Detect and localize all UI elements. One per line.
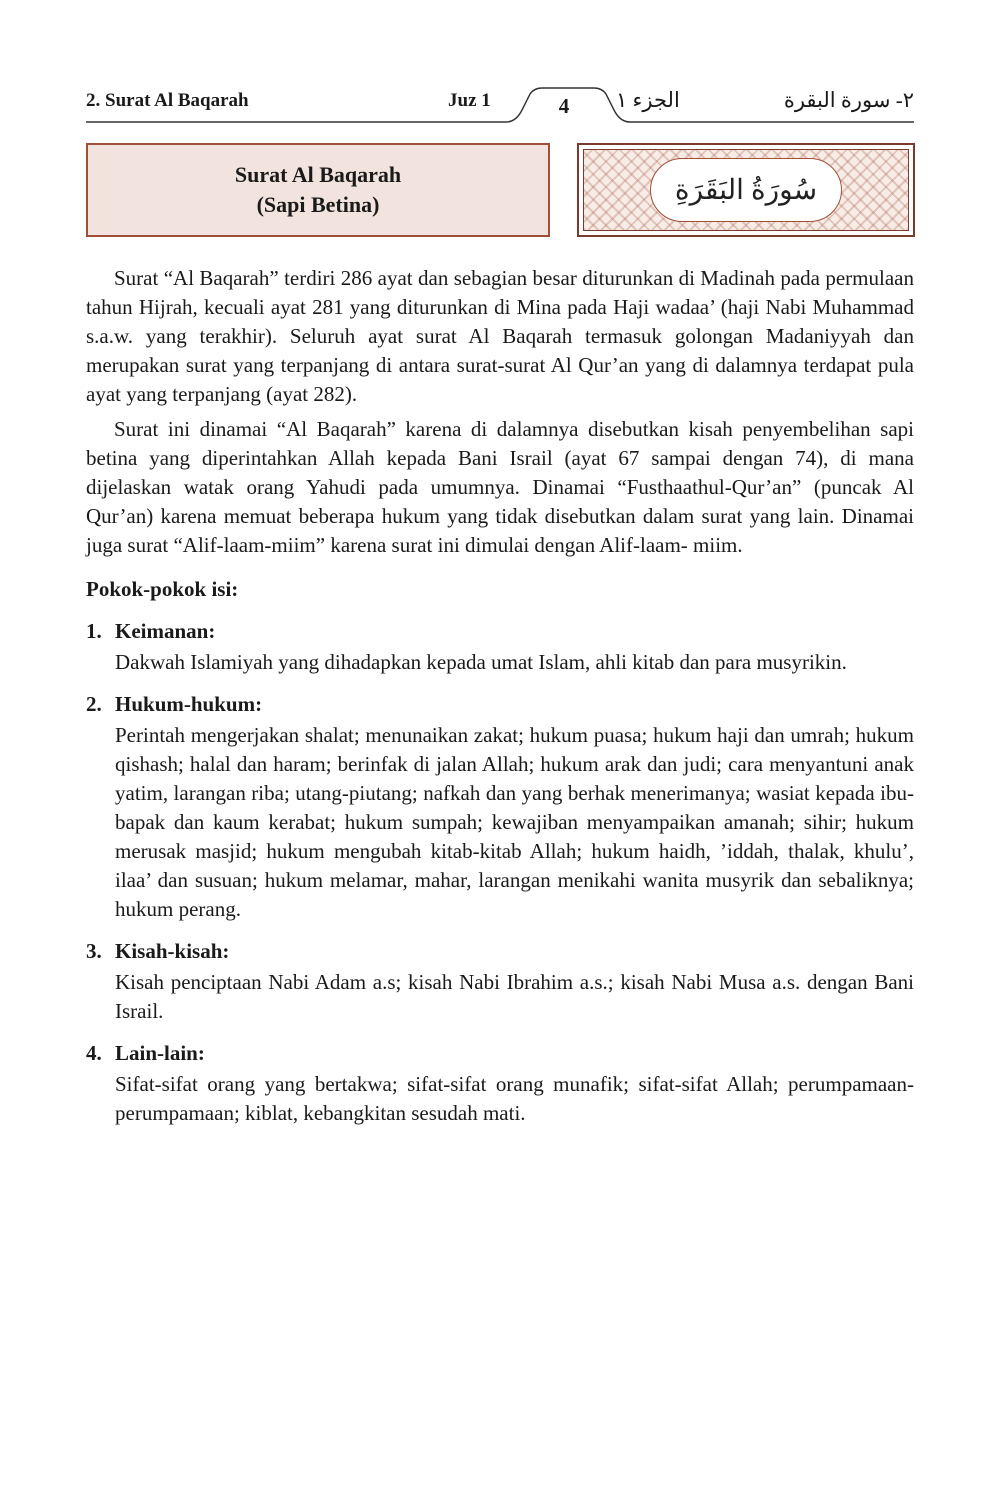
list-item — [86, 937, 914, 1026]
list-item — [86, 1039, 914, 1128]
surah-title-box — [86, 143, 550, 237]
list-item-title: Hukum-hukum: — [115, 692, 263, 716]
list-item — [86, 690, 914, 924]
list-item-text: Dakwah Islamiyah yang dihadapkan kepada umat Islam, ahli kitab dan para musyrikin. — [115, 650, 847, 674]
list-item-title: Lain-lain: — [115, 1041, 205, 1065]
list-item-text: Perintah mengerjakan shalat; menunaikan zakat; hukum puasa; hukum haji dan umrah; hukum qishash; halal dan haram; berinfak di jalan Allah; hukum arak dan judi; cara menyantuni anak yatim, larangan riba; utang-piutang; nafkah dan yang berhak menerimanya; wasiat kepada ibu-bapak dan kaum kerabat; hukum sumpah; kewajiban menyampaikan amanah; sihir; hukum merusak masjid; hukum mengubah kitab-kitab Allah; hukum haidh, ’iddah, thalak, khulu’, ilaa’ dan susuan; hukum melamar, mahar, larangan menikahi wanita musyrik dan sebaliknya; hukum perang. — [115, 723, 914, 921]
list-item-number: 2. — [86, 692, 102, 716]
calligraphy-text: سُورَةُ البَقَرَةِ — [650, 158, 842, 222]
main-content — [86, 264, 914, 1128]
list-item-title: Keimanan: — [115, 619, 216, 643]
page-number: 4 — [558, 94, 570, 118]
list-item-text: Sifat-sifat orang yang bertakwa; sifat-sifat orang munafik; sifat-sifat Allah; perumpamaan-perumpamaan; kiblat, kebangkitan sesudah mati. — [115, 1072, 914, 1125]
list-item-heading — [86, 937, 914, 966]
header-surah-arabic: ٢- سورة البقرة — [783, 88, 914, 112]
list-item-heading — [86, 617, 914, 646]
calligraphy-ornament — [577, 143, 915, 237]
section-heading: Pokok-pokok isi: — [86, 577, 239, 601]
list-item-number: 3. — [86, 939, 102, 963]
list-item-number: 4. — [86, 1041, 102, 1065]
list-item — [86, 617, 914, 677]
list-item-heading — [86, 1039, 914, 1068]
surah-subtitle: (Sapi Betina) — [256, 192, 380, 217]
list-item-title: Kisah-kisah: — [115, 939, 230, 963]
page-header — [86, 80, 914, 130]
intro-paragraph: Surat ini dinamai “Al Baqarah” karena di dalamnya disebutkan kisah penyembelihan sapi betina yang diperintahkan Allah kepada Bani Israil (ayat 67 sampai dengan 74), di mana dijelaskan watak orang Yahudi pada umumnya. Dinamai “Fusthaathul-Qur’an” (puncak Al Qur’an) karena memuat beberapa hukum yang tidak disebutkan dalam surat yang lain. Dinamai juga surat “Alif-laam-miim” karena surat ini dimulai dengan Alif-laam- miim. — [86, 417, 914, 557]
list-item-text: Kisah penciptaan Nabi Adam a.s; kisah Nabi Ibrahim a.s.; kisah Nabi Musa a.s. dengan Bani Israil. — [115, 970, 914, 1023]
header-juz-arabic: الجزء ١ — [616, 88, 680, 112]
header-juz-label: Juz 1 — [448, 90, 491, 111]
ornament-pattern — [583, 149, 909, 231]
list-item-number: 1. — [86, 619, 102, 643]
header-surah-title: 2. Surat Al Baqarah — [86, 90, 249, 111]
list-item-heading — [86, 690, 914, 719]
surah-title: Surat Al Baqarah — [234, 162, 402, 187]
intro-paragraph: Surat “Al Baqarah” terdiri 286 ayat dan sebagian besar diturunkan di Madinah pada permulaan tahun Hijrah, kecuali ayat 281 yang diturunkan di Mina pada Haji wadaa’ (haji Nabi Muhammad s.a.w. yang terakhir). Seluruh ayat surat Al Baqarah termasuk golongan Madaniyyah dan merupakan surat yang terpanjang di antara surat-surat Al Qur’an yang di dalamnya terdapat pula ayat yang terpanjang (ayat 282). — [86, 266, 914, 406]
